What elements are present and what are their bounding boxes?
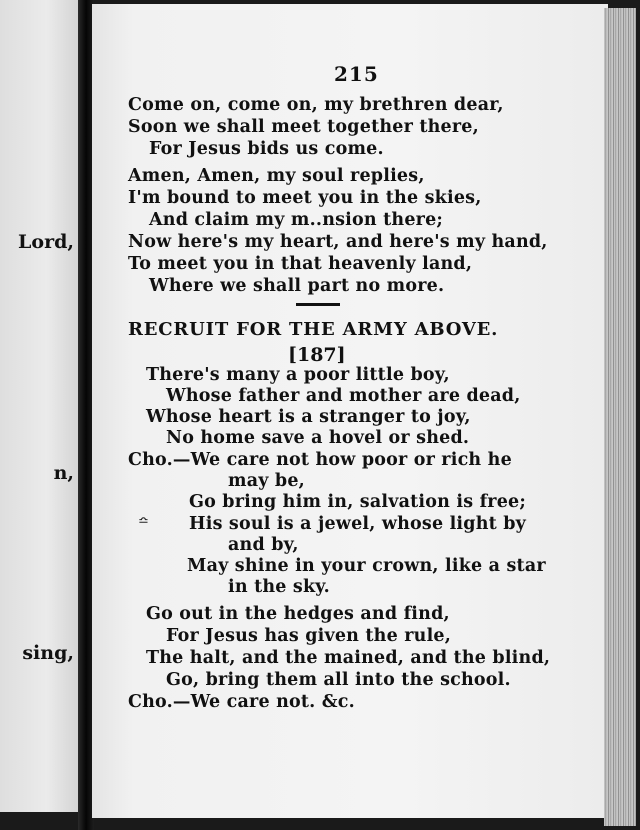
chorus1-line-3: Go bring him in, salvation is free; <box>189 492 527 512</box>
stanza4-line-4: Go, bring them all into the school. <box>166 670 511 690</box>
stanza3-line-1: There's many a poor little boy, <box>146 365 450 385</box>
chorus1-line-1: Cho.—We care not how poor or rich he <box>128 450 512 470</box>
page-number: 215 <box>334 62 379 86</box>
stanza1-line-2: Soon we shall meet together there, <box>128 117 479 137</box>
left-page-word-lord: Lord, <box>18 231 74 253</box>
hymn-number: [187] <box>288 344 346 366</box>
stanza2-line-4: Now here's my heart, and here's my hand, <box>128 232 548 252</box>
left-page-word-sing: sing, <box>22 642 74 664</box>
stanza4-line-2: For Jesus has given the rule, <box>166 626 452 646</box>
stanza3-line-4: No home save a hovel or shed. <box>166 428 470 448</box>
section-divider <box>296 303 340 306</box>
stanza2-line-3: And claim my m..nsion there; <box>149 210 444 230</box>
stanza1-line-1: Come on, come on, my brethren dear, <box>128 95 504 115</box>
stanza4-line-3: The halt, and the mained, and the blind, <box>146 648 551 668</box>
stanza3-line-3: Whose heart is a stranger to joy, <box>146 407 471 427</box>
chorus1-line-6: May shine in your crown, like a star <box>187 556 546 576</box>
stanza2-line-5: To meet you in that heavenly land, <box>128 254 473 274</box>
stanza1-line-3: For Jesus bids us come. <box>149 139 384 159</box>
previous-page-fragment <box>0 0 78 812</box>
stanza2-line-1: Amen, Amen, my soul replies, <box>128 166 425 186</box>
stanza3-line-2: Whose father and mother are dead, <box>166 386 521 406</box>
left-page-word-n: n, <box>53 462 74 484</box>
hymn-page <box>92 4 608 818</box>
stanza2-line-6: Where we shall part no more. <box>149 276 445 296</box>
stray-mark: ≏ <box>138 514 149 529</box>
page-edges <box>604 8 636 826</box>
hymn-title: RECRUIT FOR THE ARMY ABOVE. <box>128 319 499 340</box>
chorus1-line-7: in the sky. <box>228 577 330 597</box>
chorus1-line-4: His soul is a jewel, whose light by <box>189 514 527 534</box>
stanza4-line-1: Go out in the hedges and find, <box>146 604 450 624</box>
chorus2-line: Cho.—We care not. &c. <box>128 692 355 712</box>
chorus1-line-2: may be, <box>228 471 305 491</box>
chorus1-line-5: and by, <box>228 535 299 555</box>
stanza2-line-2: I'm bound to meet you in the skies, <box>128 188 482 208</box>
